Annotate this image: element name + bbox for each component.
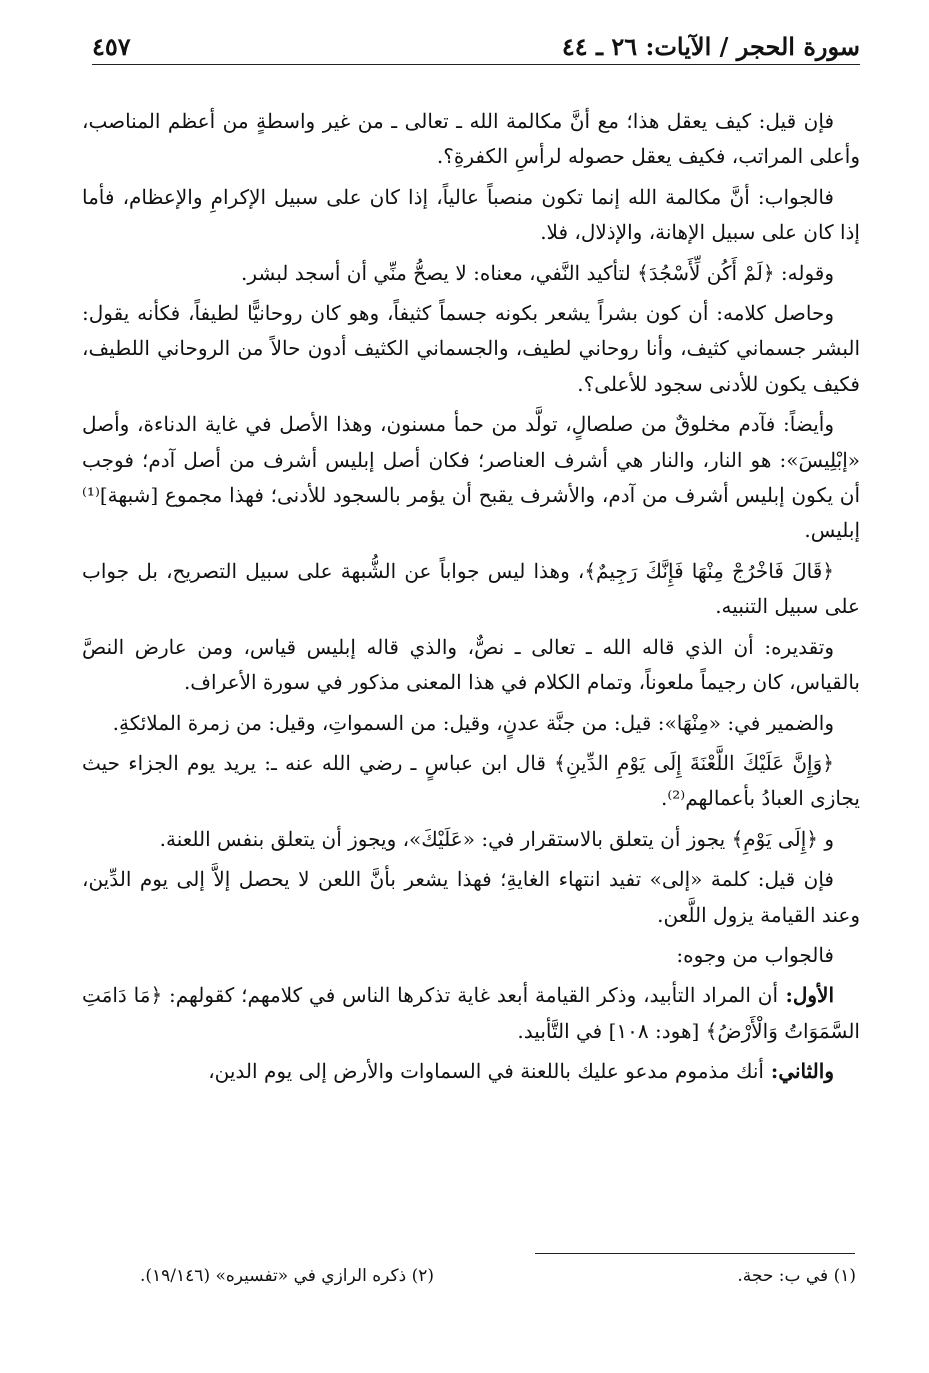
main-text	[82, 104, 860, 1095]
paragraph: الأول: أن المراد التأبيد، وذكر القيامة أبعد غاية تذكرها الناس في كلامهم؛ كقولهم: ﴿مَا دَامَتِ السَّمَوَاتُ وَالْأَرْضُ﴾ [هود: ١٠٨] في التَّأبيد.	[82, 983, 860, 1043]
paragraph: ﴿قَالَ فَاخْرُجْ مِنْهَا فَإِنَّكَ رَجِيمٌ﴾، وهذا ليس جواباً عن الشُّبهة على سبيل التصريح، بل جواب على سبيل التنبيه.	[82, 558, 860, 619]
footnote-rule	[535, 1253, 855, 1254]
paragraph: فإن قيل: كيف يعقل هذا؛ مع أنَّ مكالمة الله ـ تعالى ـ من غير واسطةٍ من أعظم المناصب، وأعلى المراتب، فكيف يعقل حصوله لرأسِ الكفرةِ؟.	[82, 109, 860, 169]
paragraph: وأيضاً: فآدم مخلوقٌ من صلصالٍ، تولَّد من حمأ مسنون، وهذا الأصل في غاية الدناءة، وأصل «إبْلِيسَ»: هو النار، والنار هي أشرف العناصر؛ فكان أصل إبليس أشرف من أصل آدم؛ فوجب أن يكون إبليس أشرف من آدم، والأشرف يقبح أن يؤمر بالسجود للأدنى؛ فهذا مجموع [شبهة]⁽¹⁾ إبليس.	[82, 412, 860, 543]
header-rule	[92, 64, 860, 65]
paragraph: و ﴿إِلَى يَوْمِ﴾ يجوز أن يتعلق بالاستقرار في: «عَلَيْكَ»، ويجوز أن يتعلق بنفس اللعنة.	[159, 826, 834, 851]
paragraph: ﴿وَإِنَّ عَلَيْكَ اللَّعْنَةَ إِلَى يَوْمِ الدِّينِ﴾ قال ابن عباسٍ ـ رضي الله عنه ـ: يريد يوم الجزاء حيث يجازى العبادُ بأعمالهم⁽²⁾.	[82, 750, 860, 811]
paragraph: فالجواب: أنَّ مكالمة الله إنما تكون منصباً عالياً، إذا كان على سبيل الإكرامِ والإعظام، فأما إذا كان على سبيل الإهانة، والإذلال، فلا.	[82, 184, 860, 245]
page-header	[92, 28, 860, 68]
paragraph: وقوله: ﴿لَمْ أَكُن لِّأَسْجُدَ﴾ لتأكيد النَّفي، معناه: لا يصحُّ منِّي أن أسجد لبشر.	[241, 260, 834, 285]
footnote-2: (٢) ذكره الرازي في «تفسيره» (١٩/١٤٦).	[140, 1266, 434, 1286]
page-number: ٤٥٧	[92, 32, 131, 61]
footnote-1: (١) في ب: حجة.	[737, 1266, 856, 1286]
running-title: سورة الحجر / الآيات: ٢٦ ـ ٤٤	[561, 32, 860, 61]
footnotes	[140, 1266, 856, 1296]
paragraph: والثاني: أنك مذموم مدعو عليك باللعنة في السماوات والأرض إلى يوم الدين،	[208, 1059, 834, 1084]
paragraph: وتقديره: أن الذي قاله الله ـ تعالى ـ نصٌّ، والذي قاله إبليس قياس، ومن عارض النصَّ بالقياس، كان رجيماً ملعوناً، وتمام الكلام في هذا المعنى مذكور في سورة الأعراف.	[82, 634, 860, 695]
paragraph: فإن قيل: كلمة «إلى» تفيد انتهاء الغايةِ؛ فهذا يشعر بأنَّ اللعن لا يحصل إلاَّ إلى يوم الدِّين، وعند القيامة يزول اللَّعن.	[82, 867, 860, 927]
paragraph: وحاصل كلامه: أن كون بشراً يشعر بكونه جسماً كثيفاً، وهو كان روحانيًّا لطيفاً، فكأنه يقول: البشر جسماني كثيف، وأنا روحاني لطيف، والجسماني الكثيف أدون حالاً من الروحاني اللطيف، فكيف يكون للأدنى سجود للأعلى؟.	[82, 301, 860, 396]
paragraph: فالجواب من وجوه:	[676, 942, 834, 967]
paragraph: والضمير في: «مِنْهَا»: قيل: من جنَّة عدنٍ، وقيل: من السمواتِ، وقيل: من زمرة الملائكةِ.	[112, 710, 834, 735]
